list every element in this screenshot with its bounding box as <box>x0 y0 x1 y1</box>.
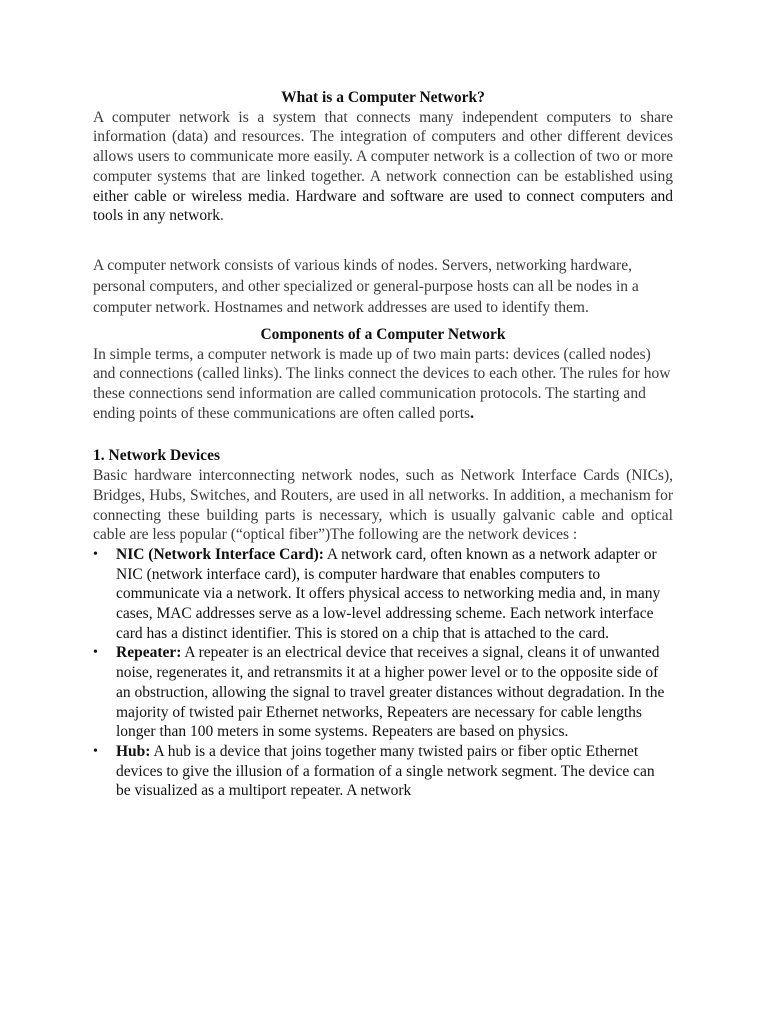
components-period: . <box>470 404 474 422</box>
list-item-text: A network card, often known as a network adapter or NIC (network interface card), is computer hardware that enables computers to communicate via a network. It offers physical access to networking media and, in many cases, MAC addresses serve as a low-level addressing scheme. Each network interface card has a distinct identifier. This is stored on a chip that is attached to the card. <box>116 545 661 642</box>
list-item-repeater <box>93 643 673 742</box>
intro-period: . <box>220 207 224 225</box>
section-heading-network-devices: 1. Network Devices <box>93 447 220 465</box>
bullet-icon: • <box>93 743 98 759</box>
section-title-components: Components of a Computer Network <box>260 325 506 343</box>
list-item-term: Hub: <box>116 742 151 760</box>
document-page <box>93 88 673 801</box>
list-item-nic <box>93 545 673 644</box>
page-title: What is a Computer Network? <box>281 89 485 106</box>
list-item-term: Repeater: <box>116 644 182 662</box>
paragraph-spacer <box>93 226 673 255</box>
intro-text: A computer network is a system that connects many independent computers to share information (data) and resources. The integration of computers and other different devices allows users to communicate more easily. A computer network is a collection of two or more computer systems that are linked together. A network connection can be established using <box>93 108 673 185</box>
intro-text-dark: either cable or wireless media. Hardware and software are used to connect computers and tools in any network <box>93 187 673 225</box>
intro-paragraph <box>93 108 673 226</box>
components-text: In simple terms, a computer network is made up of two main parts: devices (called nodes) and connections (called links). The links connect the devices to each other. The rules for how these connections send information are called communication protocols. The starting and ending points of these communications are often called ports <box>93 345 671 422</box>
paragraph-spacer <box>93 423 673 446</box>
list-item-term: NIC (Network Interface Card): <box>116 545 324 563</box>
nodes-paragraph: A computer network consists of various kinds of nodes. Servers, networking hardware, personal computers, and other specialized or general-purpose hosts can all be nodes in a computer network. Hostnames and network addresses are used to identify them. <box>93 256 639 316</box>
list-item-text: A hub is a device that joins together many twisted pairs or fiber optic Ethernet devices to give the illusion of a formation of a single network segment. The device can be visualized as a multiport repeater. A network <box>116 742 655 800</box>
network-devices-intro: Basic hardware interconnecting network nodes, such as Network Interface Cards (NICs), Bridges, Hubs, Switches, and Routers, are used in all networks. In addition, a mechanism for connecting these building parts is necessary, which is usually galvanic cable and optical cable are less popular (“optical fiber”)The following are the network devices : <box>93 467 673 544</box>
components-paragraph <box>93 345 673 424</box>
list-item-text: A repeater is an electrical device that receives a signal, cleans it of unwanted noise, regenerates it, and retransmits it at a higher power level or to the opposite side of an obstruction, allowing the signal to travel greater distances without degradation. In the majority of twisted pair Ethernet networks, Repeaters are necessary for cable lengths longer than 100 meters in some systems. Repeaters are based on physics. <box>116 644 665 741</box>
bullet-icon: • <box>93 645 98 661</box>
list-item-hub <box>93 742 673 801</box>
bullet-icon: • <box>93 546 98 562</box>
network-devices-list <box>93 545 673 801</box>
